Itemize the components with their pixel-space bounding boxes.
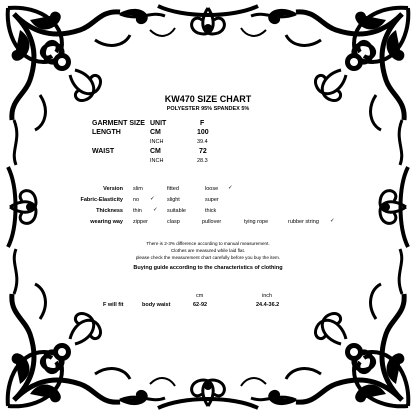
chart-title: KW470 SIZE CHART	[164, 94, 252, 104]
guide-measure-label: body waist	[142, 302, 171, 308]
elasticity-check-icon: ✓	[150, 196, 155, 202]
length-inch-unit: INCH	[150, 139, 164, 145]
wearing-option-rubber-string: rubber string	[288, 219, 319, 225]
wearing-option-tying-rope: tying rope	[244, 219, 269, 225]
length-cm-unit: CM	[150, 129, 161, 136]
note-difference: There is 2-3% difference according to manual measurement.	[146, 241, 270, 246]
size-value: F	[200, 120, 205, 127]
thickness-option-suitable: suitable	[167, 208, 186, 214]
buying-guide-title: Buying guide according to the characteristics of clothing	[133, 265, 283, 271]
elasticity-label: Fabric-Elasticity	[80, 197, 123, 203]
length-label: LENGTH	[92, 129, 121, 136]
waist-inch-value: 28.3	[197, 158, 208, 164]
waist-label: WAIST	[92, 148, 115, 155]
elasticity-option-slight: slight	[167, 197, 180, 203]
unit-label: UNIT	[150, 120, 167, 127]
waist-cm-unit: CM	[150, 148, 161, 155]
length-cm-value: 100	[197, 129, 209, 136]
waist-cm-value: 72	[199, 148, 207, 155]
version-option-loose: loose	[205, 186, 219, 192]
elasticity-option-no: no	[133, 197, 140, 203]
guide-cm-range: 62-92	[193, 302, 208, 308]
guide-inch-header: inch	[262, 293, 273, 299]
wearing-option-pullover: pullover	[202, 219, 222, 225]
thickness-label: Thickness	[96, 208, 123, 214]
guide-inch-range: 24.4-36.2	[256, 302, 280, 308]
thickness-check-icon: ✓	[153, 207, 158, 213]
wearing-option-clasp: clasp	[167, 219, 180, 225]
guide-fit-label: F will fit	[103, 302, 124, 308]
material-composition: POLYESTER 95% SPANDEX 5%	[166, 106, 250, 112]
version-option-fitted: fitted	[167, 186, 179, 192]
guide-cm-header: cm	[196, 293, 204, 299]
thickness-option-thick: thick	[205, 208, 217, 214]
wearing-way-label: wearing way	[90, 219, 123, 225]
waist-inch-unit: INCH	[150, 158, 164, 164]
thickness-option-thin: thin	[133, 208, 142, 214]
version-label: Version	[103, 186, 123, 192]
note-laid-flat: Clothes are measured while laid flat.	[170, 248, 246, 253]
wearing-option-zipper: zipper	[133, 219, 148, 225]
version-option-slim: slim	[133, 186, 143, 192]
wearing-check-icon: ✓	[330, 218, 335, 224]
elasticity-option-super: super	[205, 197, 219, 203]
garment-size-label: GARMENT SIZE	[92, 120, 145, 127]
version-check-icon: ✓	[228, 185, 233, 191]
length-inch-value: 39.4	[197, 139, 208, 145]
note-check-chart: please check the measurement chart carefully before you buy the item.	[135, 255, 281, 260]
